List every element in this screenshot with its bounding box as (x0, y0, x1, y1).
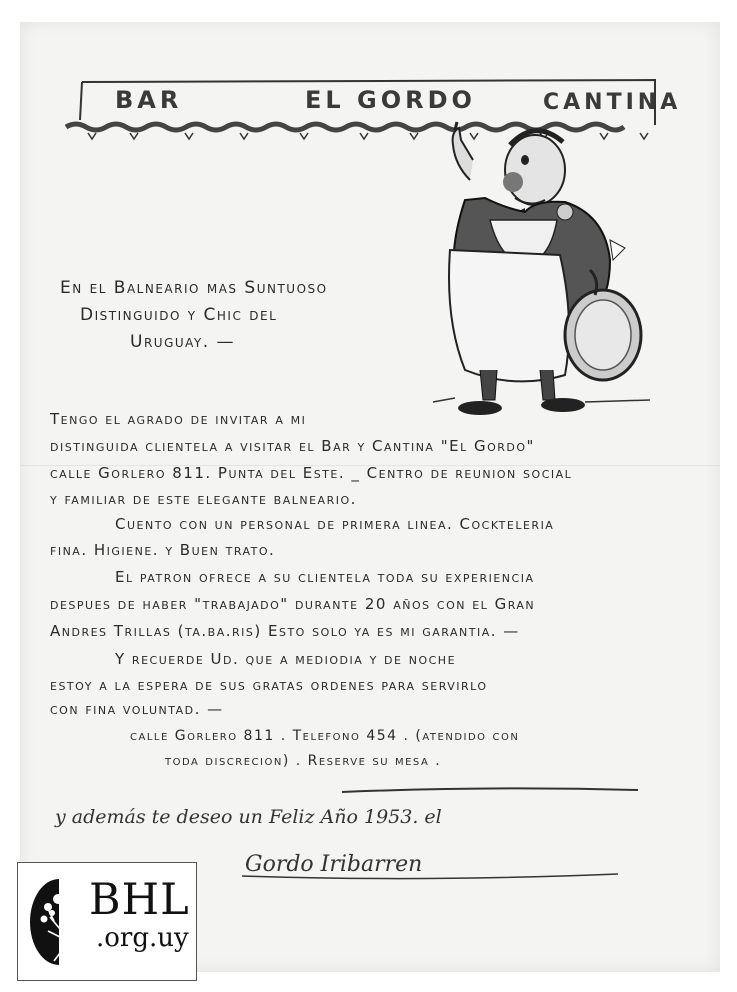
body-line: y familiar de este elegante balneario. (50, 490, 357, 508)
header-title: EL GORDO (305, 86, 476, 114)
body-line: Tengo el agrado de invitar a mi (50, 410, 307, 428)
body-line: despues de haber "trabajado" durante 20 años con el Gran (50, 595, 536, 613)
intro-line-1: En el Balneario mas Suntuoso (60, 278, 328, 298)
closing-rule (340, 784, 640, 796)
body-line: con fina voluntad. — (50, 700, 224, 718)
bhl-logo-text: BHL (89, 875, 190, 925)
signature: Gordo Iribarren (245, 852, 423, 877)
body-line: Cuento con un personal de primera linea. Cockteleria (115, 515, 555, 533)
body-line: toda discrecion) . Reserve su mesa . (165, 753, 442, 769)
header-cantina-label: CANTINA (543, 90, 682, 115)
body-line: calle Gorlero 811. Punta del Este. _ Centro de reunion social (50, 464, 573, 482)
closing-greeting: y además te deseo un Feliz Año 1953. el (55, 806, 442, 828)
bhl-logo-domain: .org.uy (96, 923, 189, 953)
body-line: El patron ofrece a su clientela toda su experiencia (115, 568, 535, 586)
intro-line-2: Distinguido y Chic del (80, 305, 278, 325)
body-line: calle Gorlero 811 . Telefono 454 . (atendido con (130, 728, 520, 744)
body-line: Andres Trillas (ta.ba.ris) Esto solo ya es mi garantia. — (50, 622, 520, 640)
tree-icon (30, 879, 88, 965)
body-line: Y recuerde Ud. que a mediodia y de noche (115, 650, 457, 668)
signature-flourish (240, 868, 620, 882)
body-line: estoy a la espera de sus gratas ordenes para servirlo (50, 676, 488, 694)
bhl-logo (17, 862, 197, 981)
body-line: fina. Higiene. y Buen trato. (50, 541, 276, 559)
body-line: distinguida clientela a visitar el Bar y Cantina "El Gordo" (50, 437, 535, 455)
intro-line-3: Uruguay. — (130, 332, 236, 352)
waiter-cartoon (425, 120, 655, 425)
header-bar-label: BAR (115, 86, 183, 114)
